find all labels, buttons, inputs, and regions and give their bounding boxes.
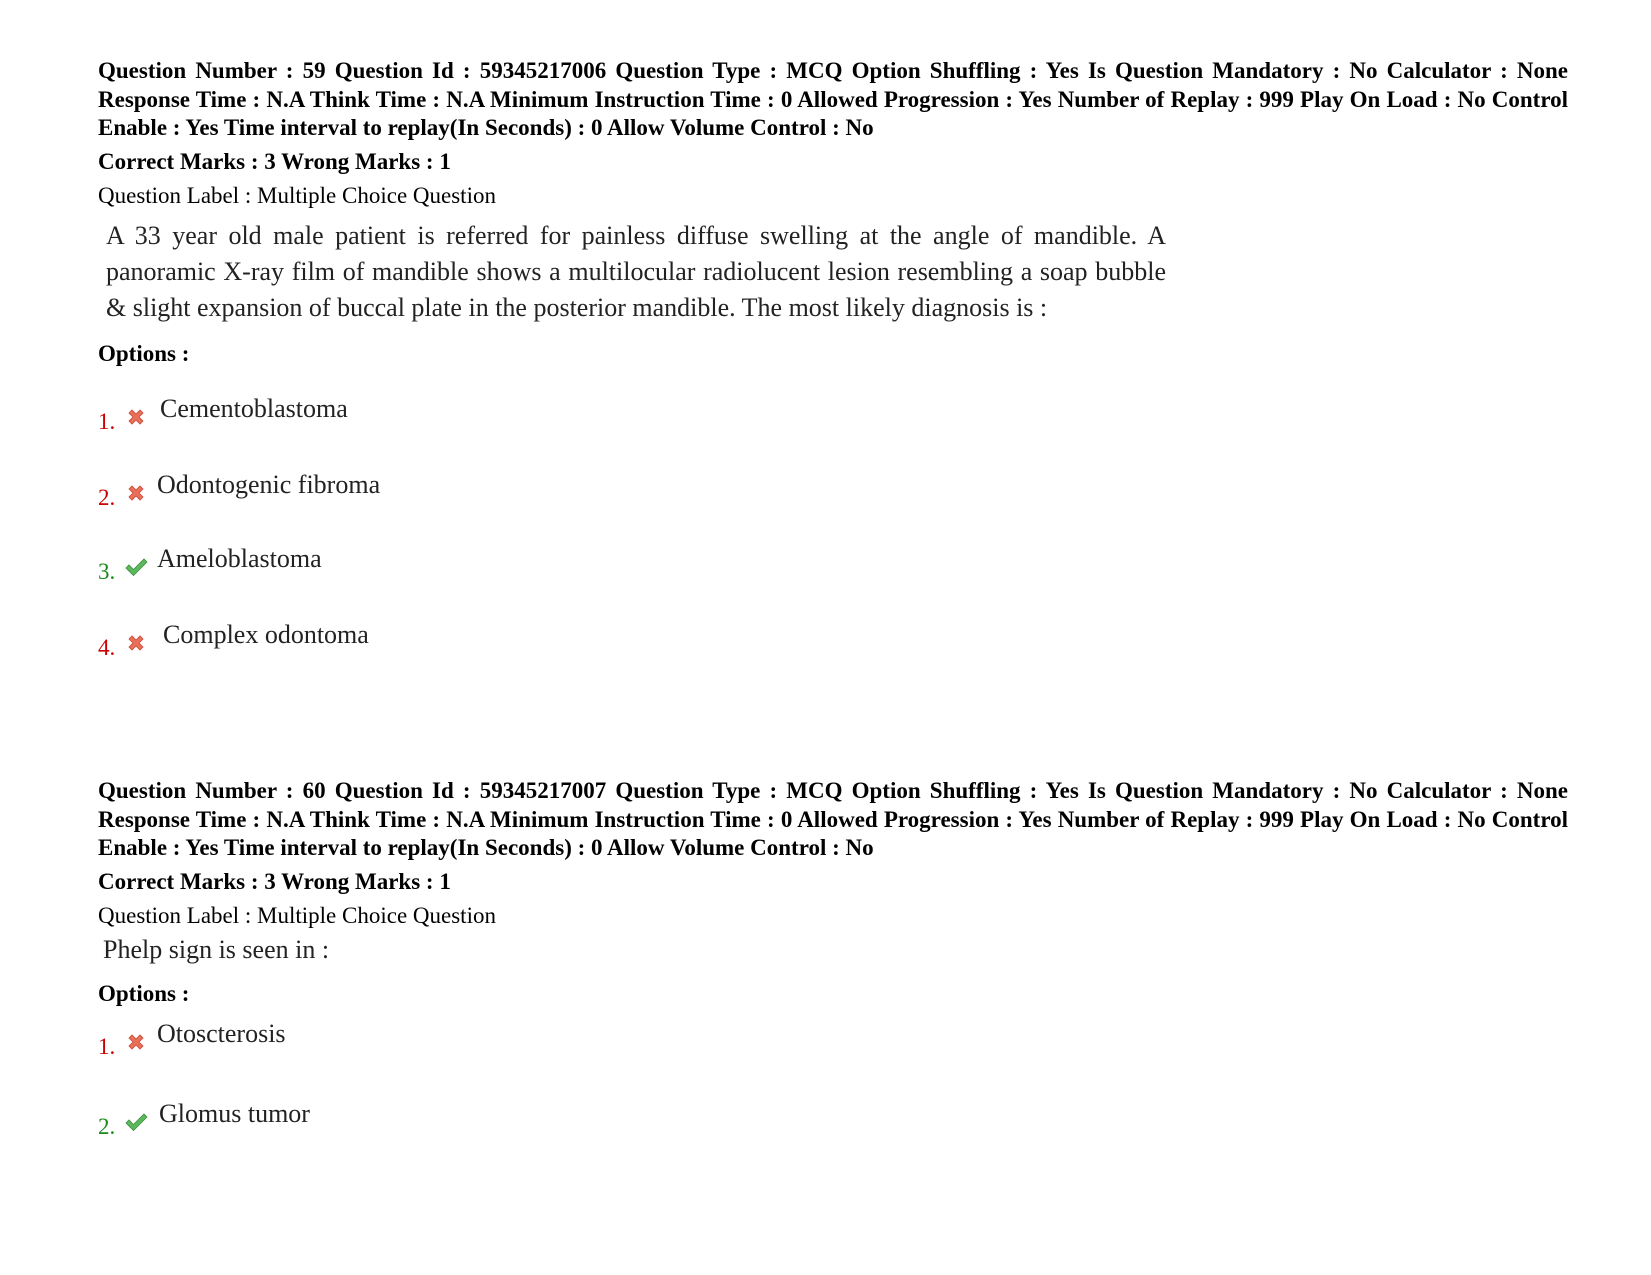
- check-icon: [124, 555, 148, 579]
- option-text: Otoscterosis: [157, 1019, 286, 1048]
- options-heading: Options :: [98, 980, 190, 1006]
- option-text: Glomus tumor: [159, 1099, 310, 1128]
- option-text: Odontogenic fibroma: [157, 470, 381, 499]
- option-text: Complex odontoma: [163, 620, 369, 649]
- option-text: Ameloblastoma: [157, 544, 322, 573]
- option-number: 4.: [98, 635, 116, 660]
- question-meta: Question Number : 60 Question Id : 59345217007 Question Type : MCQ Option Shuffling : Yes Is Question Mandatory : No Calculator : None Response Time : N.A Think Time : N.A Minimum Instruction Time : 0 Allowed Progression : Yes Number of Replay : 999 Play On Load : No Control Enable : Yes Time interval to replay(In Seconds) : 0 Allow Volume Control : No: [98, 778, 1568, 860]
- question-marks: Correct Marks : 3 Wrong Marks : 1: [98, 868, 451, 894]
- option-59-3[interactable]: [98, 545, 798, 585]
- question-marks: Correct Marks : 3 Wrong Marks : 1: [98, 148, 451, 174]
- check-icon: [124, 1110, 148, 1134]
- cross-icon: [124, 481, 148, 505]
- question-59: [98, 57, 1568, 368]
- option-59-1[interactable]: [98, 395, 798, 435]
- option-number: 1.: [98, 409, 116, 434]
- question-stem: Phelp sign is seen in :: [103, 934, 330, 964]
- question-label: Question Label : Multiple Choice Question: [98, 182, 496, 208]
- cross-icon: [124, 405, 148, 429]
- question-label: Question Label : Multiple Choice Question: [98, 902, 496, 928]
- option-59-2[interactable]: [98, 471, 798, 511]
- options-heading: Options :: [98, 340, 190, 366]
- question-meta: Question Number : 59 Question Id : 59345217006 Question Type : MCQ Option Shuffling : Yes Is Question Mandatory : No Calculator : None Response Time : N.A Think Time : N.A Minimum Instruction Time : 0 Allowed Progression : Yes Number of Replay : 999 Play On Load : No Control Enable : Yes Time interval to replay(In Seconds) : 0 Allow Volume Control : No: [98, 58, 1568, 140]
- option-59-4[interactable]: [98, 621, 798, 661]
- option-number: 3.: [98, 559, 116, 584]
- option-60-1[interactable]: [98, 1020, 798, 1060]
- cross-icon: [124, 631, 148, 655]
- option-60-2[interactable]: [98, 1100, 798, 1140]
- cross-icon: [124, 1030, 148, 1054]
- question-60: [98, 777, 1568, 1008]
- question-stem: A 33 year old male patient is referred for painless diffuse swelling at the angle of mandible. A panoramic X-ray film of mandible shows a multilocular radiolucent lesion resembling a soap bubble & slight expansion of buccal plate in the posterior mandible. The most likely diagnosis is :: [106, 220, 1166, 322]
- option-number: 2.: [98, 1114, 116, 1139]
- option-number: 1.: [98, 1034, 116, 1059]
- option-number: 2.: [98, 485, 116, 510]
- option-text: Cementoblastoma: [160, 394, 348, 423]
